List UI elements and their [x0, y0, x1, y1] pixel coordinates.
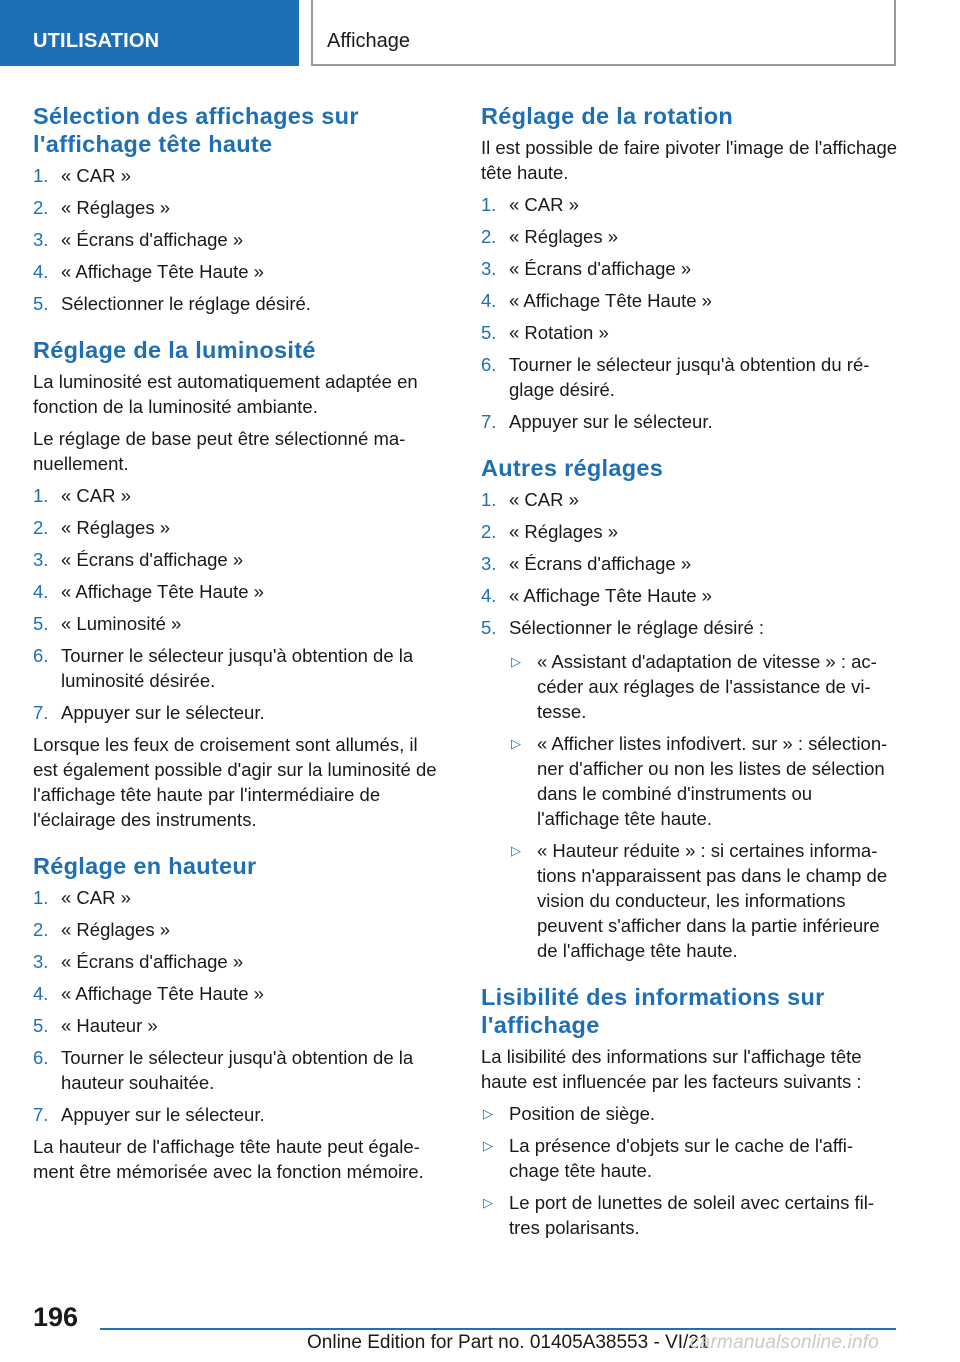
- paragraph: Le réglage de base peut être sélectionné manuellement.: [33, 428, 406, 474]
- list-item: 2. « Réglages »: [481, 521, 619, 542]
- section-heading-height: Réglage en hauteur: [33, 853, 257, 879]
- list-item: 6. Tourner le sélecteur jusqu'à obtention de la luminosité désirée.: [33, 645, 414, 691]
- triangle-bullet-icon: ▷: [511, 654, 521, 669]
- step-number: 2.: [33, 197, 49, 218]
- step-number: 6.: [481, 354, 497, 375]
- step-number: 7.: [33, 702, 49, 723]
- list-item: 1. « CAR »: [33, 165, 131, 186]
- list-item: ▷ « Afficher listes infodivert. sur » : sélectionner d'afficher ou non les listes de sélection dans le combiné d'instruments ou l'affichage tête haute.: [511, 733, 888, 829]
- triangle-bullet-icon: ▷: [483, 1106, 493, 1121]
- list-item: 5. « Luminosité »: [33, 613, 182, 634]
- list-item: 7. Appuyer sur le sélecteur.: [481, 411, 713, 432]
- triangle-bullet-icon: ▷: [483, 1138, 493, 1153]
- step-number: 2.: [33, 919, 49, 940]
- list-item: 3. « Écrans d'affichage »: [33, 229, 244, 250]
- step-number: 4.: [481, 290, 497, 311]
- step-number: 4.: [33, 581, 49, 602]
- list-item: 6. Tourner le sélecteur jusqu'à obtention du réglage désiré.: [481, 354, 870, 400]
- step-number: 5.: [33, 613, 49, 634]
- step-number: 1.: [33, 485, 49, 506]
- section-heading-readability: Lisibilité des informations sur l'affichage: [481, 984, 825, 1038]
- step-number: 6.: [33, 1047, 49, 1068]
- step-number: 4.: [33, 983, 49, 1004]
- page-footer: [0, 1290, 960, 1362]
- step-number: 5.: [33, 293, 49, 314]
- list-item: 4. « Affichage Tête Haute »: [481, 585, 712, 606]
- sub-bullets: [509, 649, 897, 963]
- steps-brightness: [33, 483, 443, 725]
- list-item: 2. « Réglages »: [481, 226, 619, 247]
- page-number: 196: [33, 1302, 79, 1332]
- paragraph: La lisibilité des informations sur l'affichage tête haute est influencée par les facteurs suivants :: [481, 1046, 862, 1092]
- paragraph: La hauteur de l'affichage tête haute peut également être mémorisée avec la fonction mémoire.: [33, 1136, 424, 1182]
- list-item: ▷ « Assistant d'adaptation de vitesse » : accéder aux réglages de l'assistance de vitesse.: [511, 651, 877, 722]
- step-number: 3.: [33, 549, 49, 570]
- list-item: 2. « Réglages »: [33, 517, 171, 538]
- step-number: 3.: [33, 229, 49, 250]
- step-number: 5.: [481, 617, 497, 638]
- list-item: 3. « Écrans d'affichage »: [481, 258, 692, 279]
- bullets-readability: [481, 1101, 897, 1240]
- steps-selection: [33, 163, 443, 316]
- steps-other-settings: [481, 487, 897, 963]
- triangle-bullet-icon: ▷: [511, 736, 521, 751]
- step-number: 4.: [33, 261, 49, 282]
- paragraph: La luminosité est automatiquement adaptée en fonction de la luminosité ambiante.: [33, 371, 418, 417]
- step-number: 5.: [33, 1015, 49, 1036]
- list-item: ▷ La présence d'objets sur le cache de l'affichage tête haute.: [483, 1135, 854, 1181]
- steps-height: [33, 885, 443, 1127]
- list-item: 7. Appuyer sur le sélecteur.: [33, 702, 265, 723]
- step-number: 1.: [481, 489, 497, 510]
- list-item: 1. « CAR »: [33, 887, 131, 908]
- list-item: 6. Tourner le sélecteur jusqu'à obtention de la hauteur souhaitée.: [33, 1047, 414, 1093]
- step-number: 6.: [33, 645, 49, 666]
- list-item: 7. Appuyer sur le sélecteur.: [33, 1104, 265, 1125]
- section-tab: UTILISATION: [0, 0, 299, 66]
- step-number: 3.: [481, 258, 497, 279]
- list-item: 2. « Réglages »: [33, 919, 171, 940]
- list-item: 2. « Réglages »: [33, 197, 171, 218]
- triangle-bullet-icon: ▷: [483, 1195, 493, 1210]
- left-column: [33, 102, 443, 1191]
- list-item: 3. « Écrans d'affichage »: [33, 549, 244, 570]
- step-number: 1.: [33, 887, 49, 908]
- list-item: 5. Sélectionner le réglage désiré.: [33, 293, 311, 314]
- list-item: 3. « Écrans d'affichage »: [481, 553, 692, 574]
- steps-rotation: [481, 192, 897, 434]
- list-item: ▷ Position de siège.: [483, 1103, 656, 1124]
- step-number: 7.: [481, 411, 497, 432]
- step-number: 2.: [33, 517, 49, 538]
- triangle-bullet-icon: ▷: [511, 843, 521, 858]
- right-column: [481, 102, 897, 1247]
- list-item: 1. « CAR »: [481, 194, 579, 215]
- edition-text: Online Edition for Part no. 01405A38553 - VI/21: [307, 1332, 710, 1353]
- section-heading-selection: Sélection des affichages sur l'affichage tête haute: [33, 103, 359, 157]
- section-heading-rotation: Réglage de la rotation: [481, 103, 734, 129]
- list-item: ▷ « Hauteur réduite » : si certaines informations n'apparaissent pas dans le champ de vision du conducteur, les informations peuvent s'afficher dans la partie inférieure de l'affichage tête haute.: [511, 840, 888, 961]
- list-item: 1. « CAR »: [33, 485, 131, 506]
- step-number: 1.: [33, 165, 49, 186]
- list-item: 4. « Affichage Tête Haute »: [33, 581, 264, 602]
- list-item: ▷ Le port de lunettes de soleil avec certains filtres polarisants.: [483, 1192, 875, 1238]
- paragraph: Lorsque les feux de croisement sont allumés, il est également possible d'agir sur la luminosité de l'affichage tête haute par l'intermédiaire de l'éclairage des instruments.: [33, 734, 437, 830]
- list-item: 4. « Affichage Tête Haute »: [33, 983, 264, 1004]
- chapter-title: Affichage: [311, 0, 896, 66]
- step-number: 1.: [481, 194, 497, 215]
- paragraph: Il est possible de faire pivoter l'image de l'affichage tête haute.: [481, 137, 898, 183]
- step-number: 7.: [33, 1104, 49, 1125]
- list-item: 3. « Écrans d'affichage »: [33, 951, 244, 972]
- page-header: [0, 0, 960, 66]
- step-number: 2.: [481, 226, 497, 247]
- list-item: 4. « Affichage Tête Haute »: [33, 261, 264, 282]
- list-item: 5. « Rotation »: [481, 322, 609, 343]
- step-number: 4.: [481, 585, 497, 606]
- watermark: carmanualsonline.info: [690, 1332, 880, 1353]
- section-heading-other-settings: Autres réglages: [481, 455, 664, 481]
- list-item: 4. « Affichage Tête Haute »: [481, 290, 712, 311]
- footer-divider: [100, 1328, 896, 1330]
- list-item: 1. « CAR »: [481, 489, 579, 510]
- list-item: 5. « Hauteur »: [33, 1015, 158, 1036]
- step-number: 3.: [481, 553, 497, 574]
- section-heading-brightness: Réglage de la luminosité: [33, 337, 316, 363]
- step-number: 2.: [481, 521, 497, 542]
- step-number: 5.: [481, 322, 497, 343]
- list-item: 5. Sélectionner le réglage désiré : ▷ « Assistant d'adaptation de vitesse » : accéder aux réglages de l'assistance de vitesse. ▷ « Afficher listes infodivert. sur » : sélectionner d'afficher ou non les listes de sélection dans le combiné d'instruments ou l'affichage tête haute. ▷ « Hauteur réduite » : si certaines informations n'apparaissent pas dans le champ de vision du conducteur, les informations peuvent s'afficher dans la partie inférieure de l'affichage tête haute.: [481, 615, 897, 963]
- step-number: 3.: [33, 951, 49, 972]
